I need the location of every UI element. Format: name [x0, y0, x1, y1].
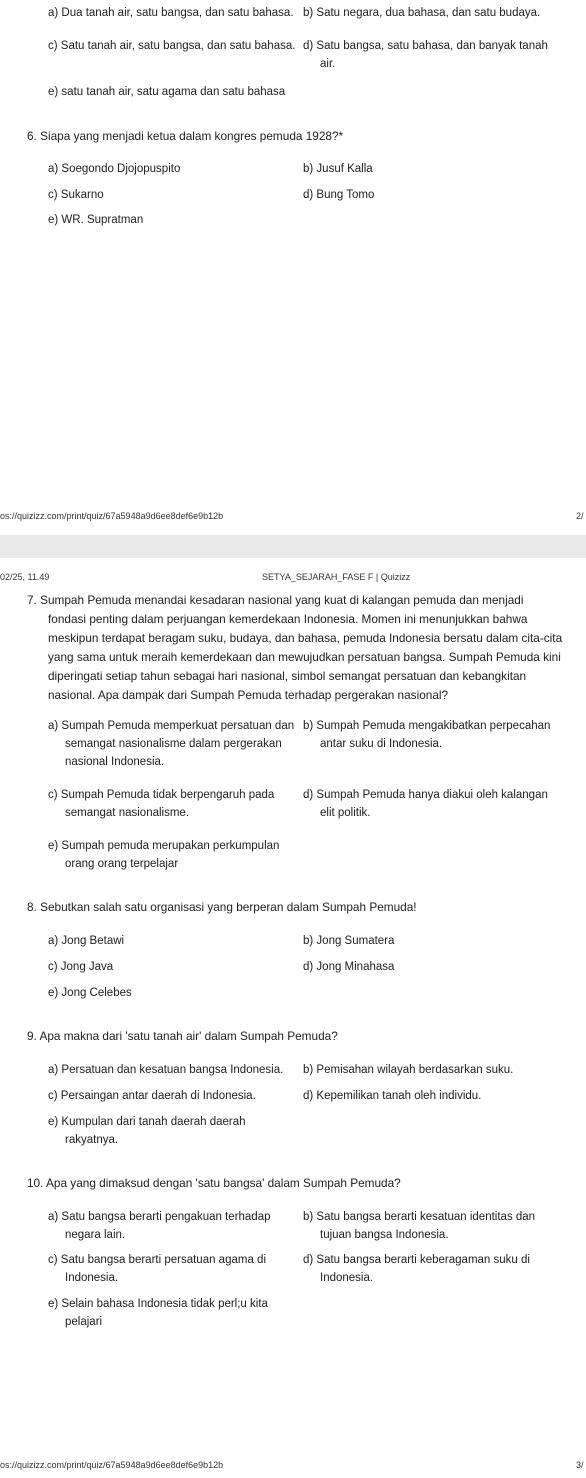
q8-option-a[interactable]: a) Jong Betawi [48, 935, 125, 947]
q9-option-c[interactable]: c) Persaingan antar daerah di Indonesia. [48, 1090, 256, 1102]
q7-option-a[interactable]: a) Sumpah Pemuda memperkuat persatuan dan [48, 720, 295, 732]
q5-option-c[interactable]: c) Satu tanah air, satu bangsa, dan satu bahasa. [48, 40, 296, 52]
q10-question: 10. Apa yang dimaksud dengan 'satu bangsa' dalam Sumpah Pemuda? [27, 1176, 401, 1190]
q7-line-6: nasional. Apa dampak dari Sumpah Pemuda terhadap pergerakan nasional? [48, 688, 449, 702]
q10-option-b[interactable]: b) Satu bangsa berarti kesatuan identitas dan [303, 1211, 536, 1223]
q5-option-a[interactable]: a) Dua tanah air, satu bangsa, dan satu bahasa. [48, 7, 294, 19]
q7-option-c-cont: semangat nasionalisme. [65, 807, 190, 819]
q6-option-c[interactable]: c) Sukarno [48, 189, 104, 201]
q10-option-d[interactable]: d) Satu bangsa berarti keberagaman suku di [303, 1254, 530, 1266]
q7-line-3: meskipun terdapat beragam suku, budaya, dan bahasa, pemuda Indonesia bersatu dalam cita-cita [48, 631, 563, 645]
q6-option-d[interactable]: d) Bung Tomo [303, 189, 375, 201]
q7-option-e[interactable]: e) Sumpah pemuda merupakan perkumpulan [48, 840, 280, 852]
q8-option-e[interactable]: e) Jong Celebes [48, 987, 132, 999]
q10-option-c-cont: Indonesia. [65, 1272, 119, 1284]
q9-option-e-cont: rakyatnya. [65, 1134, 119, 1146]
q10-option-c[interactable]: c) Satu bangsa berarti persatuan agama di [48, 1254, 266, 1266]
q6-option-a[interactable]: a) Soegondo Djojopuspito [48, 163, 181, 175]
q7-option-a-cont: semangat nasionalisme dalam pergerakan [65, 738, 282, 750]
footer-url[interactable]: os://quizizz.com/print/quiz/67a5948a9d6ee8def6e9b12b [0, 511, 224, 521]
q5-option-b[interactable]: b) Satu negara, dua bahasa, dan satu budaya. [303, 7, 541, 19]
q5-option-d-cont: air. [320, 58, 336, 70]
q9-option-d[interactable]: d) Kepemilikan tanah oleh individu. [303, 1090, 482, 1102]
q6-option-b[interactable]: b) Jusuf Kalla [303, 163, 373, 175]
q7-line-5: diperingati setiap tahun sebagai hari nasional, simbol semangat persatuan dan kebangkitan [48, 669, 527, 683]
footer-page-number: 3/ [576, 1460, 584, 1470]
q10-option-e[interactable]: e) Selain bahasa Indonesia tidak perl;u kita [48, 1298, 268, 1310]
q8-question: 8. Sebutkan salah satu organisasi yang berperan dalam Sumpah Pemuda! [27, 900, 417, 914]
print-page-2 [0, 0, 586, 535]
q9-option-e[interactable]: e) Kumpulan dari tanah daerah daerah [48, 1116, 246, 1128]
q7-option-d[interactable]: d) Sumpah Pemuda hanya diakui oleh kalangan [303, 789, 548, 801]
q7-option-a-cont2: nasional Indonesia. [65, 756, 165, 768]
q7-option-d-cont: elit politik. [320, 807, 371, 819]
q6-option-e[interactable]: e) WR. Supratman [48, 214, 144, 226]
q8-option-c[interactable]: c) Jong Java [48, 961, 114, 973]
q7-line-4: yang sama untuk meraih kemerdekaan dan mewujudkan persatuan bangsa. Sumpah Pemuda kini [48, 650, 561, 664]
q10-option-b-cont: tujuan bangsa Indonesia. [320, 1229, 449, 1241]
q7-option-b-cont: antar suku di Indonesia. [320, 738, 443, 750]
q7-option-c[interactable]: c) Sumpah Pemuda tidak berpengaruh pada [48, 789, 275, 801]
footer-page-number: 2/ [576, 511, 584, 521]
q10-option-a-cont: negara lain. [65, 1229, 126, 1241]
q7-option-e-cont: orang orang terpelajar [65, 858, 179, 870]
header-date: 02/25, 11.49 [0, 572, 50, 582]
q5-option-e[interactable]: e) satu tanah air, satu agama dan satu bahasa [48, 86, 286, 98]
q9-option-b[interactable]: b) Pemisahan wilayah berdasarkan suku. [303, 1064, 514, 1076]
q7-line-2: fondasi penting dalam perjuangan kemerdekaan Indonesia. Momen ini menunjukkan bahwa [48, 612, 528, 626]
q8-option-b[interactable]: b) Jong Sumatera [303, 935, 395, 947]
q8-option-d[interactable]: d) Jong Minahasa [303, 961, 395, 973]
footer-url[interactable]: os://quizizz.com/print/quiz/67a5948a9d6ee8def6e9b12b [0, 1460, 224, 1470]
q10-option-a[interactable]: a) Satu bangsa berarti pengakuan terhadap [48, 1211, 271, 1223]
q5-option-d[interactable]: d) Satu bangsa, satu bahasa, dan banyak tanah [303, 40, 548, 52]
q6-question: 6. Siapa yang menjadi ketua dalam kongres pemuda 1928?* [27, 129, 344, 143]
q7-line-1: 7. Sumpah Pemuda menandai kesadaran nasional yang kuat di kalangan pemuda dan menjadi [27, 593, 524, 607]
q10-option-e-cont: pelajari [65, 1316, 103, 1328]
header-title: SETYA_SEJARAH_FASE F | Quizizz [262, 572, 411, 582]
q10-option-d-cont: Indonesia. [320, 1272, 374, 1284]
q9-option-a[interactable]: a) Persatuan dan kesatuan bangsa Indonesia. [48, 1064, 284, 1076]
q7-option-b[interactable]: b) Sumpah Pemuda mengakibatkan perpecahan [303, 720, 551, 732]
print-page-3 [0, 558, 586, 1478]
q9-question: 9. Apa makna dari 'satu tanah air' dalam Sumpah Pemuda? [27, 1029, 338, 1043]
